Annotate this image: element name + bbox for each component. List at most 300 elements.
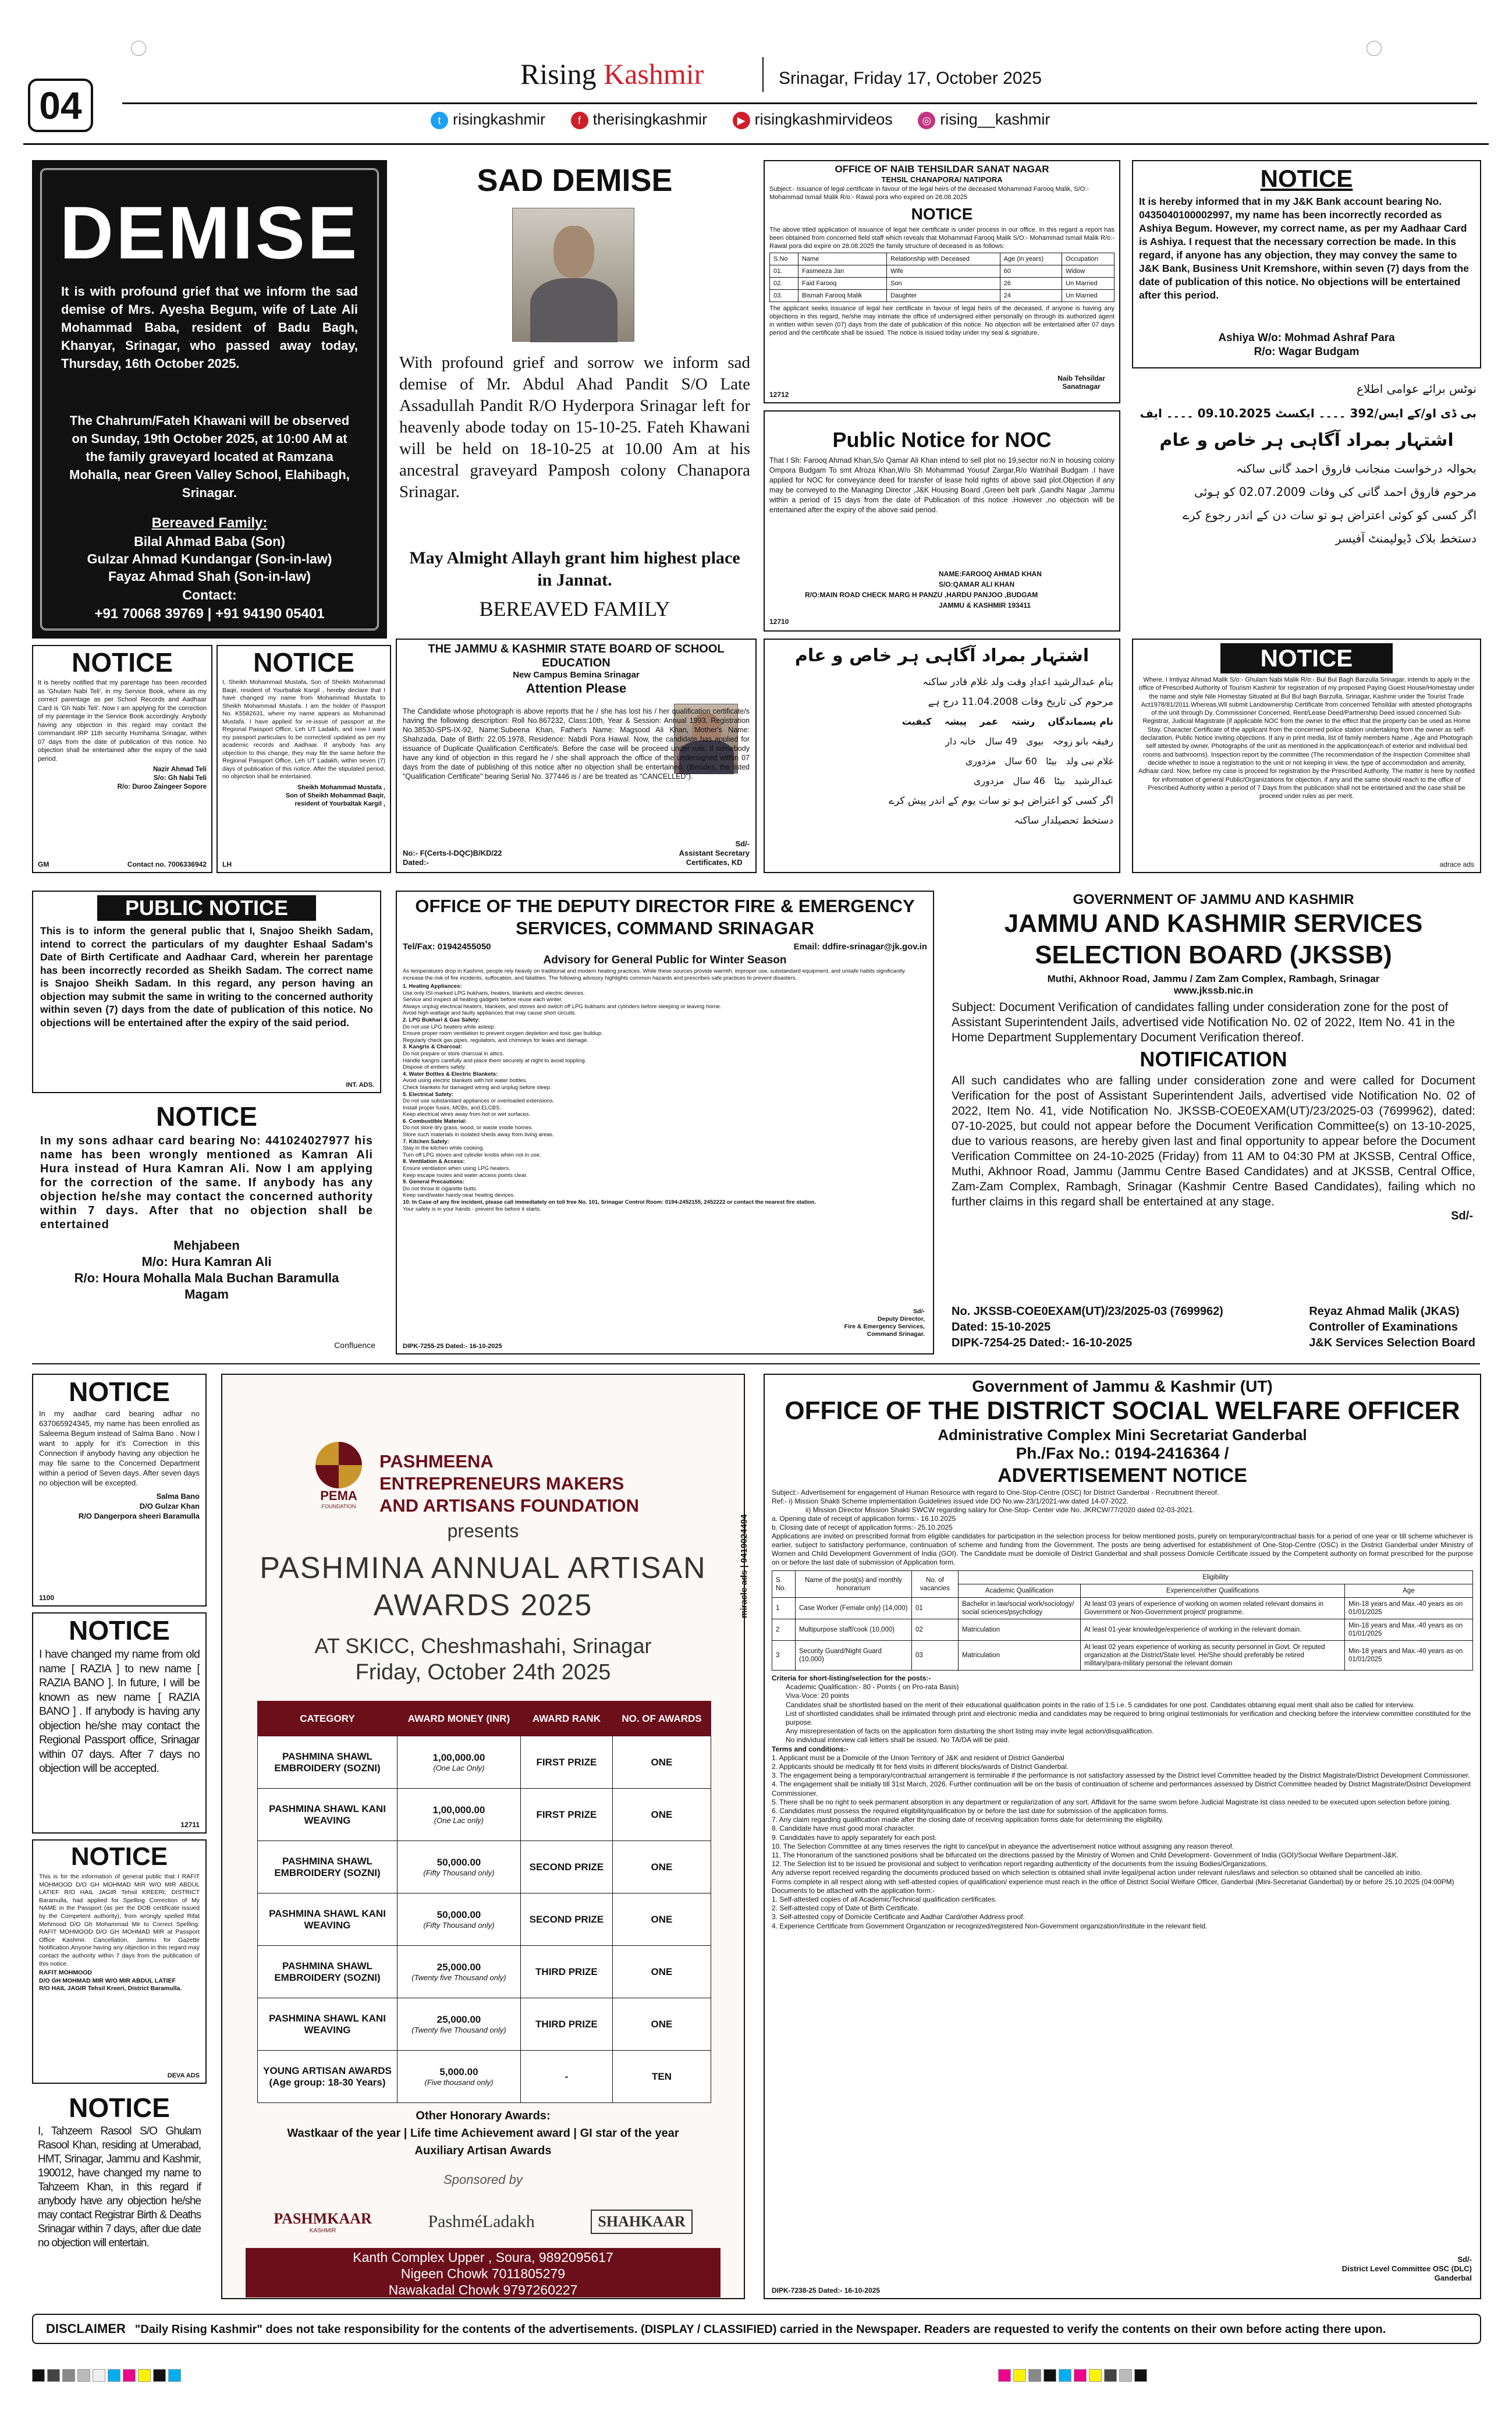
- award-money: [397, 1946, 521, 1998]
- advisory-item: 7. Kitchen Safety:: [403, 1138, 449, 1145]
- table-cell: At least 03 years of experience of working on women related relevant domains in Government or Non-Government project/ programme.: [1081, 1598, 1345, 1619]
- tehsildar-subject: Subject:- Issuance of legal certificate in favour of the legal heirs of the deceased Mohammad Farooq Malik, S/O:- Mohammad Ismail Malik R/o:- Rawal pora who expired on 28.08.2025: [769, 186, 1089, 201]
- jkssb-ref: [952, 1304, 1223, 1351]
- ad-code: adrace ads: [1439, 860, 1474, 868]
- table-row: [258, 1946, 711, 1998]
- award-amount-words: (Twenty five Thousand only): [411, 2026, 506, 2034]
- criteria-item: 2. Self-attested copy of Date of Birth Certificate.: [772, 1904, 920, 1913]
- award-amount: 25,000.00: [436, 1962, 481, 1973]
- table-cell: Son: [887, 278, 1000, 290]
- contact-phone: +91 70068 39769 | +91 94190 05401: [94, 606, 325, 622]
- urdu-line: عبدالرشید بیٹا 46 سال مزدوری: [973, 775, 1113, 786]
- award-rank: SECOND PRIZE: [520, 1841, 612, 1893]
- table-head: S. No.: [772, 1571, 796, 1598]
- honorary-list: Wastkaar of the year | Life time Achievement award | GI star of the year: [287, 2127, 679, 2140]
- award-category: PASHMINA SHAWL EMBROIDERY (SOZNI): [258, 1841, 397, 1893]
- advisory-item: Do not throw lit cigarette butts.: [403, 1185, 478, 1192]
- table-header-row: [258, 1701, 711, 1736]
- notice-body: In my sons adhaar card bearing No: 441024027977 his name has been wrongly mentioned as Kamran Ali Hura instead of Hura Kamran Ali. Now I am applying for the correction of the same. If anybody has any objection he/she may contact the concerned authority within 7 days. After that no objection shall be entertained: [40, 1134, 373, 1231]
- advisory-item: 3. Kangris & Charcoal:: [403, 1044, 462, 1051]
- signer-title: District Level Committee OSC (DLC): [1341, 2264, 1472, 2273]
- table-cell: Widow: [1062, 265, 1115, 278]
- social-handle[interactable]: therisingkashmir: [592, 111, 708, 128]
- urdu-line: بی ڈی او/کے ایس/392 ۔۔۔۔ ایکسٹ 09.10.2025 ۔۔۔۔ ایف: [1140, 406, 1476, 420]
- signer-pin: JAMMU & KASHMIR 193411: [939, 601, 1031, 609]
- masthead-rising: Rising: [520, 58, 597, 90]
- calibration-swatch: [1134, 2369, 1147, 2382]
- sponsored-by: Sponsored by: [443, 2172, 523, 2187]
- fire-sign: [844, 1308, 925, 1338]
- urdu-notice-1: [1132, 375, 1481, 632]
- table-head: Academic Qualification: [959, 1584, 1081, 1598]
- fire-tel: Tel/Fax: 01942455050: [403, 942, 491, 952]
- criteria-item: 10. The Selection Committee at any times reserves the right to cancel/put in abeyance the advertisement notice without assigning any reason thereof.: [772, 1842, 1234, 1850]
- urdu-line: بحوالہ درخواست منجانب فاروق احمد گانی ساکنہ: [1236, 462, 1476, 476]
- award-amount-words: (Fifty Thousand only): [423, 1868, 495, 1877]
- pema-footer: [246, 2248, 720, 2297]
- criteria-item: Any misrepresentation of facts on the application form disturbing the short listing may invite legal action/disqualification.: [786, 1727, 1154, 1736]
- notice-salma: [32, 1374, 207, 1607]
- sad-demise-body: With profound grief and sorrow we inform sad demise of Mr. Abdul Ahad Pandit S/O Late Assadullah Pandit R/O Hyderpora Srinagar left for heavenly abode today on 15-10-25. Fateh Khawani will be held on 18-10-25 at 10.00 Am at his ancestral graveyard Pamposh colony Chanapora Srinagar.: [399, 353, 750, 501]
- social-handle[interactable]: rising__kashmir: [940, 111, 1050, 128]
- calibration-swatch: [108, 2369, 120, 2382]
- header-rule-bottom: [23, 143, 1489, 145]
- signer-title: Assistant Secretary: [679, 849, 750, 857]
- award-category: PASHMINA SHAWL KANI WEAVING: [258, 1789, 397, 1841]
- award-amount: 1,00,000.00: [432, 1804, 485, 1815]
- sd: Sd/-: [1457, 2255, 1472, 2264]
- notice-title-banner: NOTICE: [1220, 643, 1393, 673]
- family-table: [769, 253, 1115, 302]
- signer-father: D/O Gulzar Khan: [139, 1502, 200, 1510]
- advisory-item: Keep electrical wires away from hot or wet surfaces.: [403, 1111, 531, 1118]
- criteria-item: 1. Applicant must be a Domicile of the Union Territory of J&K and resident of District Ganderbal: [772, 1753, 1064, 1762]
- youtube-icon: ▶: [733, 112, 750, 129]
- signer-address-2: Magam: [184, 1287, 229, 1302]
- advisory-item: Install proper fuses, MCBs, and ELCBS.: [403, 1104, 501, 1111]
- table-head: S.No: [770, 253, 798, 265]
- welfare-ad: [764, 1374, 1481, 2299]
- signer-father: S/o: Gh Nabi Teli: [153, 775, 207, 782]
- table-row: [770, 278, 1115, 290]
- ad-code: 12710: [769, 618, 789, 626]
- calibration-swatch: [1119, 2369, 1132, 2382]
- table-head: Occupation: [1062, 253, 1115, 265]
- notice-body: I have changed my name from old name [ RAZIA ] to new name [ RAZIA BANO ]. In future, I will be known as new name [ RAZIA BANO ] . If anybody is having any objection he/she may contact the Regional Passport office, Srinagar within 07 days. After 7 days no objection will be accepted.: [39, 1648, 200, 1775]
- disclaimer-bar: [32, 2314, 1481, 2344]
- fire-adv-heading: Advisory for General Public for Winter Season: [543, 954, 787, 966]
- table-head: Age (in years): [1000, 253, 1062, 265]
- criteria-item: 11. The Honorarium of the sanctioned positions shall be bifurcated on the directions passed by the Ministry of Women and Child Development- Government of India (GOI)/Social Welfare Department-J&K.: [772, 1851, 1399, 1860]
- signer-name: Sheikh Mohammad Mustafa ,: [297, 783, 385, 791]
- notice-sign: [33, 1968, 205, 1994]
- welfare-gov: Government of Jammu & Kashmir (UT): [972, 1377, 1273, 1395]
- store-address: Kanth Complex Upper , Soura, 9892095617: [353, 2250, 613, 2265]
- notice-title: NOTICE: [156, 1101, 257, 1132]
- notice-gm: [32, 645, 212, 873]
- table-cell: At least 02 years experience of working as security personnel in Govt. Or reputed organization at the District/State level. He/She should preferably be retired military/para-military personal the relevant domain: [1081, 1641, 1345, 1671]
- calibration-swatch: [32, 2369, 45, 2382]
- advisory-item: Check blankets for damaged wiring and unplug before sleep.: [403, 1084, 552, 1091]
- masthead-kashmir: Kashmir: [604, 58, 704, 90]
- pema-logo-mark: [315, 1442, 362, 1488]
- award-amount-words: (Five thousand only): [424, 2078, 494, 2087]
- signer-office: Command Srinagar.: [867, 1331, 925, 1338]
- noc-sign: [805, 569, 1113, 611]
- calibration-swatch: [1044, 2369, 1056, 2382]
- ad-code: Confluence: [334, 1341, 375, 1350]
- table-cell: 3: [772, 1641, 796, 1671]
- advisory-item: Use only ISI-marked LPG bukharis, heaters, blankets and electric devices.: [403, 990, 585, 997]
- award-count: ONE: [612, 1946, 711, 1998]
- notice-adrace: [1132, 639, 1481, 873]
- jkssb-subject: Subject: Document Verification of candidates falling under consideration zone for the post of Assistant Superintendent Jails, advertised vide Notification No. 02 of 2022, Item No. 41 in the Home Department Supplementary Document Verification thereof.: [952, 1001, 1455, 1044]
- award-count: ONE: [612, 1789, 711, 1841]
- registration-mark: [1367, 41, 1382, 56]
- social-handle[interactable]: risingkashmir: [453, 111, 546, 128]
- signer-address: R/o: Wagar Budgam: [1254, 346, 1360, 358]
- award-rank: THIRD PRIZE: [520, 1946, 612, 1998]
- fire-intro: As temperatures drop in Kashmir, people rely heavily on traditional and modern heating practices. While these sources provide warmth, improper use, substandard equipment, and unsafe habits significantly increase the risk of fire incidents, suffocation, and fatalities. The following advisory highlights common hazards and prescribes safe practices to prevent disasters.: [403, 968, 905, 981]
- criteria-item: Academic Qualification:- 80 - Points ( on Pro-rata Basis): [786, 1683, 959, 1692]
- table-head: Age: [1345, 1584, 1473, 1598]
- notice-body: Where, I Imtiyaz Ahmad Malik S/o:- Ghulam Nabi Malik R/o:- Bul Bul Bagh Barzulla Srinagar, intends to apply in the office of Prescribed Authority of Tourism Kashmir for registration of my proposed Paying Guest House/Homestay under the name and style Nile Homestay Situated at Bul Bul bagh Barzulla, Srinagar, Kashmir under the Tourist Trade Act1978/81/2011.Whereas,Wll submit Landownership Certificate from concerned Tehsildar with attested photographs of the unit through Dy. Commissioner Concerned, Rent/Lease Deed/Partnership Deed issued concerned Sub-Registrar, Judicial Magistrate (if applicable NOC from the owner to the effect that the property can be used as Home Stay. Character Certificate of the applicant from the concerned police station undertaking from the owner as self-declaration, Public Notice inviting objections. If any in print media, list of family members Name , Age and Photograph self attested by owner, Photographs of the unit as mentioned in the application(each of exterior and individual bed rooms and bathrooms). Inspection report by the committee (The recommendation of the Inspection Committee shall decide whether to issue a registration to the unit or not keeping in view, the type of accommodation and amenity, Adhaar card. Now, before my case is proceed for registration by the Prescribed Authority. The matter is here by notified for information of general Public/Organizations for objection, if any and the same should reach to the office of Prescribed Authority within a period of 7 Days from the publication shall not be entertained and the case shall be proceed under rules as per merit.: [1138, 676, 1475, 800]
- sd: Sd/-: [913, 1308, 925, 1315]
- table-head: Eligibility: [959, 1571, 1473, 1584]
- calibration-swatch: [1059, 2369, 1071, 2382]
- award-rank: THIRD PRIZE: [520, 1998, 612, 2051]
- criteria-item: 2. Applicants should be medically fit for field visits in different blocks/wards of District Ganderbal.: [772, 1763, 1069, 1771]
- pema-awards-ad: [221, 1374, 745, 2299]
- signer-dept: J&K Services Selection Board: [1309, 1336, 1475, 1349]
- table-head: Name of the post(s) and monthly honorarium: [796, 1571, 912, 1598]
- criteria-item: Forms complete in all respect along with self-attested copies of qualification/ experience must reach in the office of District Social Welfare Officer, Ganderbal (Mini-Secretariat Ganderbal) by or before 25.10.2025 (04:00PM): [772, 1877, 1454, 1886]
- signer-title: Deputy Director,: [877, 1315, 925, 1322]
- criteria-item: 5. There shall be no right to seek permanent absorption in any department or regularization of any sort. Affidavit for the same swom before Judicial Magistrate Ist class needed to be executed upon selection before joining.: [772, 1797, 1451, 1806]
- calibration-swatch: [77, 2369, 90, 2382]
- welfare-ref: Ref:- i) Mission Shakti Scheme implementation Guidelines issued vide DO No.ww-23/1/2021-ww dated 14-07-2022.: [772, 1497, 1128, 1505]
- calibration-swatch: [47, 2369, 60, 2382]
- family-member: Bilal Ahmad Baba (Son): [134, 534, 285, 549]
- notice-title: NOTICE: [72, 647, 173, 678]
- table-cell: Fasmeeza Jan: [798, 265, 886, 278]
- advisory-item: Your safety is in your hands - prevent fire before it starts.: [403, 1205, 541, 1212]
- signer-address: resident of Yourbaltak Kargil ,: [294, 800, 385, 807]
- fire-items: [397, 983, 933, 1212]
- advisory-item: Ensure ventilation when using LPG heaters.: [403, 1165, 510, 1172]
- criteria-item: 3. Self-attested copy of Domicile Certificate and Aadhar Card/other Address proof.: [772, 1913, 1025, 1921]
- tehsildar-body-2: The applicant seeks issuance of legal heir certificate in favour of legal heirs of the deceased, if anyone is having any objections in this regard, he/she may intimate the office of undersigned either personally on through its authorized agent in written within seven (07) days from the date of publication of this notice. No objection will be entertained after 07 days period and the certificate shall be issued. The notice is issued today under my seal & signature.: [769, 305, 1115, 336]
- event-title: PASHMINA ANNUAL ARTISAN AWARDS 2025: [260, 1551, 707, 1622]
- tehsildar-sub: TEHSIL CHANAPORA/ NATIPORA: [881, 175, 1003, 184]
- color-calibration-bar: [32, 2369, 1481, 2385]
- ad-code: GM: [38, 860, 49, 868]
- calibration-swatch: [153, 2369, 166, 2382]
- table-cell: Matriculation: [959, 1619, 1081, 1641]
- social-handle[interactable]: risingkashmirvideos: [754, 111, 893, 128]
- bank-notice-body: It is hereby informed that in my J&K Bank account bearing No. 0435040100002997, my name has been incorrectly recorded as Ashiya Begum. However, my correct name, as per my Aadhaar Card is Ashiya. I request that the necessary correction be made. In this regard, if anyone has any objection, they may convey the same to J&K Bank, Business Unit Kremshore, within seven (7) days from the date of publication of this notice. No objections will be entertained after this period.: [1139, 196, 1469, 301]
- table-cell: Min-18 years and Max.-40 years as on 01/01/2025: [1345, 1598, 1473, 1619]
- ad-code: 12711: [180, 1821, 200, 1829]
- advisory-item: Dispose of embers safely.: [403, 1064, 466, 1071]
- dipk-code: DIPK-7254-25 Dated:- 16-10-2025: [952, 1336, 1133, 1349]
- award-amount: 50,000.00: [436, 1857, 481, 1868]
- noc-body: That I Sh: Farooq Ahmad Khan,S/o Qamar Ali Khan intend to sell plot no 19,sector no:N in housing colony Ompora Budgam To smt Afroza Khan,W/o Sh Mohammad Yousuf Zargar,R/o Watrihail Budgam .I have applied for NOC for conveyance deed for transfer of lease hold rights of above said plot.Objection if any may be conveyed to the Managing Director ,J&K Housing Board ,Green belt park ,Gandhi Nagar ,Jammu within a period of 15 days from the date of Publication of this notice .However ,no objection will be entertained after the expiry of the above said period.: [769, 456, 1115, 514]
- fire-contact: [397, 939, 933, 954]
- award-rank: FIRST PRIZE: [520, 1789, 612, 1841]
- advisory-item: 9. General Precautions:: [403, 1179, 465, 1186]
- ad-code: LH: [222, 860, 232, 868]
- award-amount: 1,00,000.00: [432, 1752, 485, 1763]
- criteria-item: 4. The engagement shall be initially till 31st March, 2026. Further continuation will be on the basis of continuation of scheme and performances assessed by District Committee headed by District Magistrate/District Development Commissioner.: [772, 1780, 1471, 1797]
- tehsildar-body: The above titled application of issuance of legal heir certificate is under process in our office. In this regard a report has been obtained from concerned field staff which reveals that Mohammad Farooq Malik S/O:- Mohammad Ismail Malik R/o:- Rawal pora did expire on 28.08.2025 the family structure of deceased is as follows:: [769, 226, 1115, 250]
- calibration-swatch: [1028, 2369, 1041, 2382]
- bereaved-label: Bereaved Family:: [151, 515, 268, 531]
- store-address: Nigeen Chowk 7011805279: [400, 2266, 566, 2281]
- jkssb-website[interactable]: www.jkssb.nic.in: [1173, 985, 1254, 996]
- public-notice-body: This is to inform the general public that I, Snajoo Sheikh Sadam, intend to correct the particulars of my daughter Eshaal Sadam's Date of Birth Certificate and Aadhaar Card, wherein her parentage has been incorrectly recorded as Sheikh Sadam. The correct name is Snajoo Sheikh Sadam. In this regard, any person having an objection may submit the same in writing to the concerned authority within seven (7) days from the date of publication of this notice. No objections will be entertained after the expiry of the said period.: [40, 925, 373, 1029]
- award-amount: 25,000.00: [436, 2014, 481, 2025]
- ad-code: 1100: [39, 1594, 55, 1602]
- notice-title: NOTICE: [69, 1377, 170, 1407]
- urdu-line: اشتہار بمراد آگاہی ہر خاص و عام: [1159, 430, 1454, 451]
- signer-name: Mehjabeen: [173, 1238, 240, 1253]
- tehsildar-notice: [764, 160, 1120, 403]
- disclaimer-text: "Daily Rising Kashmir" does not take responsibility for the contents of the advertisements. (DISPLAY / CLASSIFIED) carried in the Newspaper. Readers are requested to verify the contents on their own before acting there upon.: [134, 2323, 1386, 2336]
- table-header-row: [770, 253, 1115, 265]
- advisory-item: Service and inspect all heating gadgets before reuse each winter.: [403, 997, 563, 1003]
- advisory-item: Do not store dry grass, wood, or waste inside homes.: [403, 1125, 533, 1132]
- board-body: The Candidate whose photograph is above reports that he / she has lost his / her qualification certificate/s having the following description: Roll No.867232, Class:10th, Year & Session: Annual 1993, Registration No.38530-SPS-IX-92, Name:Subeena Khan, Father's Name: Magsood Ali Khan, Mother's Name: Shahzada, Date of Birth: 22.05.1978, Residence: Nabdi Pora Hawal. Now, the candidate has applied for issuance of Duplicate Qualification Certificate/s. Before the case will be proceed under rule, if somebody have any kind of objection in this regard he / she shall approach the office of the undersigned within 07 days from the date of publishing of this notice after no objection shall be entertained. (Besides, the listed "Qualification Certificate" bearing Serial No. 377446 is / are be treated as "CANCELLED").: [403, 707, 750, 781]
- urdu-line: اگر کسی کو اعتراض ہو تو سات یوم کے اندر پیش کرے: [889, 795, 1113, 807]
- fire-email[interactable]: Email: ddfire-srinagar@jk.gov.in: [793, 942, 927, 952]
- calibration-swatch: [998, 2369, 1011, 2382]
- table-cell: 26: [1000, 278, 1062, 290]
- table-cell: Matriculation: [959, 1641, 1081, 1671]
- notice-magam: [32, 1099, 381, 1352]
- award-category: PASHMINA SHAWL KANI WEAVING: [258, 1998, 397, 2051]
- sponsor-name: PASHMKAAR: [274, 2210, 372, 2227]
- award-amount: 50,000.00: [436, 1909, 481, 1920]
- award-count: ONE: [612, 1998, 711, 2051]
- family-member: Fayaz Ahmad Shah (Son-in-law): [108, 569, 311, 584]
- presents: presents: [447, 1520, 519, 1541]
- award-count: TEN: [612, 2051, 711, 2103]
- criteria-item: 7. Any claim regarding qualification made after the closing date of receiving application forms date for determining the eligibility.: [772, 1815, 1164, 1824]
- advisory-item: 1. Heating Appliances:: [403, 983, 462, 990]
- noc-title: Public Notice for NOC: [832, 428, 1052, 452]
- instagram-icon: ◎: [918, 112, 935, 129]
- ref-date: Dated:-: [403, 858, 429, 867]
- advisory-item: 6. Combustible Material:: [403, 1118, 467, 1125]
- ref-no: No. JKSSB-COE0EXAM(UT)/23/2025-03 (7699962): [952, 1305, 1223, 1318]
- advisory-item: 10. In Case of any fire incident, please call immediately on toll free No. 101, Srinagar Control Room: 0194-2452155, 2452222 or contact the nearest fire station.: [403, 1199, 817, 1205]
- table-row: [770, 265, 1115, 278]
- sponsor-logo: [274, 2210, 372, 2234]
- welfare-intro: Applications are invited on prescribed format from eligible candidates for participation in the selection process for below mentioned posts, purely on temporary/contractual basis for a period of one year or till scheme whichever is earlier, subject to satisfactory performance, continuation of scheme and funding from the Government. The posts are being advertised for establishment of One-Stop-Centre (OSC) in the District Ganderbal under Ministry of Women and Child Development Government of India (GOI). The Candidate must be domicile of District Ganderbal and shall possess Domicile Certificate issued by the Competent authority on format prescribed for the purpose on or before the last date of submission of Application form.: [772, 1532, 1473, 1566]
- urdu-title: اشتہار بمراد آگاہی ہر خاص و عام: [794, 646, 1089, 666]
- table-cell: Faid Farooq: [798, 278, 886, 290]
- award-category: PASHMINA SHAWL EMBROIDERY (SOZNI): [258, 1736, 397, 1789]
- board-title: THE JAMMU & KASHMIR STATE BOARD OF SCHOOL EDUCATION: [428, 643, 725, 669]
- table-row: [772, 1619, 1473, 1641]
- signer-father: Son of Sheikh Mohammad Baqir,: [285, 792, 385, 799]
- notice-sign: [33, 763, 211, 794]
- pema-logo: [310, 1442, 368, 1517]
- notice-tahzeem: [32, 2091, 207, 2341]
- event-date: Friday, October 24th 2025: [355, 1660, 611, 1685]
- criteria-item: 4. Experience Certificate from Government Organization or recognized/registered Non-Government organization/Institute in the relevant field.: [772, 1921, 1208, 1930]
- table-head: AWARD RANK: [520, 1701, 612, 1736]
- jkssb-body: All such candidates who are falling under consideration zone and were called for Document Verification for the post of Assistant Superintendent Jails, advertised vide Notification No. 02 of 2022, Item No. 41, vide Notification No. JKSSB-COE0EXAM(UT)/23/2025-03 (7699962), dated: 07-10-2025, but could not appear before the Document Verification Committee(s) on 13-10-2025, due to various reasons, are hereby given last and final opportunity to appear before the Document Verification Committee on 24-10-2025 (Friday) from 11 AM to 04:30 PM at JKSSB, Central Office, Muthi, Akhnoor Road, Jammu (Jammu Centre Based Candidates) and at JKSSB, Central Office, Zam-Zam Complex, Rambagh, Srinagar (Kashmir Centre Based Candidates), failing which no further claims in this regard shall be entertained at any stage.: [952, 1074, 1475, 1208]
- disclaimer-label: DISCLAIMER: [46, 2321, 126, 2336]
- notice-title: NOTICE: [69, 2093, 170, 2123]
- calibration-swatch: [138, 2369, 151, 2382]
- criteria-item: 6. Candidates must possess the required eligibility/qualification by or before the last date for submission of the application forms.: [772, 1807, 1169, 1815]
- welfare-title: OFFICE OF THE DISTRICT SOCIAL WELFARE OFFICER: [785, 1396, 1460, 1425]
- table-cell: 60: [1000, 265, 1062, 278]
- criteria-item: Any adverse report received regarding the documents produced based on which selection is obtained shall invite legal/penal action under relevant rules/laws and selection so obtained shall be cancelled ab initio.: [772, 1868, 1422, 1877]
- award-money: [397, 1998, 521, 2051]
- urdu-line: نوٹس برائے عوامی اطلاع: [1356, 382, 1476, 396]
- table-cell: 24: [1000, 290, 1062, 302]
- signer-address: R/O:MAIN ROAD CHECK MARG H PANZU ,HARDU PANJOO ,BUDGAM: [805, 591, 1038, 599]
- demise-body-2: The Chahrum/Fateh Khawani will be observed on Sunday, 19th October 2025, at 10:00 AM at the family graveyard located at Ramzana Mohalla, near Green Valley School, Elahibagh, Srinagar.: [69, 413, 350, 500]
- award-rank: -: [520, 2051, 612, 2103]
- advisory-item: Do not use LPG heaters while asleep.: [403, 1023, 496, 1030]
- table-cell: Min-18 years and Max.-40 years as on 01/01/2025: [1345, 1619, 1473, 1641]
- advisory-item: 4. Water Bottles & Electric Blankets:: [403, 1070, 498, 1077]
- sponsor-logo: PashméLadakh: [428, 2212, 535, 2231]
- jkssb-notice: [946, 891, 1481, 1354]
- notice-title: NOTICE: [69, 1615, 170, 1646]
- calibration-swatch: [168, 2369, 181, 2382]
- signer-name: Ashiya W/o: Mohmad Ashraf Para: [1218, 332, 1395, 344]
- award-count: ONE: [612, 1841, 711, 1893]
- bereaved-family: BEREAVED FAMILY: [479, 597, 670, 620]
- signer-name: NAME:FAROOQ AHMAD KHAN: [939, 570, 1042, 578]
- urdu-line: اگر کسی کو کوئی اعتراض ہو تو سات دن کے اندر رجوع کرے: [1183, 508, 1476, 522]
- fire-advisory: [396, 891, 934, 1354]
- table-head: Name: [798, 253, 886, 265]
- criteria-item: Criteria for short-listing/selection for the posts:-: [772, 1674, 931, 1682]
- sad-demise-ad: [396, 160, 754, 630]
- ad-code: 12712: [769, 391, 789, 399]
- award-money: [397, 1893, 521, 1946]
- pema-org: PASHMEENA ENTREPRENEURS MAKERS AND ARTISANS FOUNDATION: [379, 1451, 640, 1516]
- notice-body: In my aadhar card bearing adhar no 637065924345, my name has been enrolled as Saleema Begum instead of Salma Bano . Now I want to apply for it's Correction in this Connection if anybody having any objection he may file same to the Concerned Department within a period of Seven days. After seven days no objection will be excepted.: [39, 1409, 200, 1487]
- welfare-ref: b. Closing date of receipt of application forms:- 25.10.2025: [772, 1523, 953, 1531]
- twitter-icon: t: [431, 112, 448, 129]
- criteria-item: No individual interview call letters shall be issued. No TA/DA will be paid.: [786, 1736, 1010, 1744]
- advisory-item: Always unplug electrical heaters, blankets, and stoves and switch off LPG bukharis and cylinders before sleeping or leaving home.: [403, 1003, 722, 1010]
- advisory-item: Store such materials in isolated sheds away from living areas.: [403, 1132, 554, 1139]
- welfare-adv: ADVERTISEMENT NOTICE: [998, 1465, 1247, 1487]
- advisory-item: Avoid using electric blankets with hot water bottles.: [403, 1077, 528, 1084]
- advisory-item: Turn off LPG stoves and cylinder knobs when not in use.: [403, 1151, 541, 1158]
- calibration-swatch: [93, 2369, 105, 2382]
- board-ref: [403, 849, 502, 867]
- criteria-item: Documents to be attached with the application form:-: [772, 1886, 935, 1895]
- notice-lh: [216, 645, 391, 873]
- table-head: AWARD MONEY (INR): [397, 1701, 521, 1736]
- facebook-icon: f: [571, 112, 588, 129]
- award-money: [397, 1736, 521, 1789]
- page-number: 04: [28, 79, 93, 132]
- advisory-item: 5. Electrical Safety:: [403, 1091, 454, 1098]
- criteria-item: List of shortlisted candidates shall be intimated through print and electronic media and candidates may be required to bring original testimonials for verification and checking before the interview committee constituted for the purpose.: [786, 1709, 1471, 1727]
- table-cell: 1: [772, 1598, 796, 1619]
- advisory-item: Regularly check gas pipes, regulators, and chimneys for leaks and damage.: [403, 1037, 588, 1044]
- advisory-item: Do not use substandard appliances or overloaded extensions.: [403, 1098, 555, 1105]
- advisory-item: Keep sand/water handy near heating devices.: [403, 1192, 515, 1199]
- signer-name: Salma Bano: [156, 1492, 200, 1501]
- welfare-subject: Subject:- Advertisement for engagement of Human Resource with regard to One-Stop-Centre (OSC) for District Ganderbal - Recruitment thereof.: [772, 1488, 1219, 1497]
- table-row: [772, 1641, 1473, 1671]
- table-row: [772, 1598, 1473, 1619]
- advisory-item: 8. Ventilation & Access:: [403, 1158, 465, 1165]
- table-row: [258, 1789, 711, 1841]
- sponsor-row: [246, 2201, 720, 2242]
- table-row: [258, 1841, 711, 1893]
- award-rank: FIRST PRIZE: [520, 1736, 612, 1789]
- calibration-swatch: [123, 2369, 136, 2382]
- advisory-item: Handle kangris carefully and place them securely at night to avoid toppling.: [403, 1057, 587, 1064]
- award-category: YOUNG ARTISAN AWARDS (Age group: 18-30 Years): [258, 2051, 397, 2103]
- urdu-notice-2: [764, 639, 1120, 873]
- award-amount-words: (One Lac Only): [433, 1764, 485, 1772]
- jkssb-sign: [1309, 1304, 1475, 1351]
- urdu-line: مرحوم کی تاریخ وفات 11.04.2008 درج ہے: [928, 696, 1113, 708]
- criteria-item: 12. The Selection list to be issued be provisional and subject to verification report regarding authenticity of the documents from the issuing Bodies/Organizations.: [772, 1860, 1268, 1868]
- welfare-sign: [1342, 2255, 1472, 2283]
- signer-dept: Certificates, KD: [686, 858, 743, 867]
- notice-body: It is hereby notified that my parentage has been recorded as 'Ghulam Nabi Teli', in my Service Book, where as my correct parentage as per School Records and Aadhaar Card is 'Gh Nabi Teli'. Now I am applying for the correction of my parentage in the Service Book accordingly. Anybody having any objection in this regard may contact the commandant IRP 11th security Humhama Srinagar, within 07 days from the date of publication of this notice. No objection shall be entertained after the expiry of the said period.: [38, 679, 207, 763]
- notice-rafit: [32, 1839, 207, 2084]
- dipk-code: DIPK-7255-25 Dated:- 16-10-2025: [403, 1343, 502, 1350]
- tehsildar-title: OFFICE OF NAIB TEHSILDAR SANAT NAGAR: [835, 164, 1049, 175]
- ref-no: No:- F(Certs-I-DQC)B/KD/22: [403, 849, 502, 857]
- table-head: NO. OF AWARDS: [612, 1701, 711, 1736]
- notice-razia: [32, 1612, 207, 1834]
- ad-code: INT. ADS.: [346, 1081, 374, 1088]
- table-cell: 01.: [770, 265, 798, 278]
- jkssb-address: Muthi, Akhnoor Road, Jammu / Zam Zam Complex, Rambagh, Srinagar: [1047, 973, 1380, 984]
- welfare-criteria: [765, 1674, 1480, 1931]
- advisory-item: Keep escape routes and water access points clear.: [403, 1172, 528, 1179]
- contact-label: Contact:: [182, 587, 237, 602]
- notice-title: NOTICE: [70, 1842, 168, 1871]
- portrait-photo: [512, 208, 634, 342]
- table-row: [258, 1893, 711, 1946]
- awards-table: [257, 1701, 711, 2103]
- advisory-item: Do not prepare or store charcoal in attics.: [403, 1050, 505, 1057]
- bank-notice-sign: [1133, 331, 1480, 359]
- posts-table: [772, 1570, 1473, 1671]
- table-cell: 01: [912, 1598, 959, 1619]
- criteria-item: 8. Candidate have must good moral character.: [772, 1824, 915, 1833]
- table-cell: 2: [772, 1619, 796, 1641]
- signer-title: Controller of Examinations: [1309, 1321, 1458, 1334]
- store-address: Nawakadal Chowk 9797260227: [388, 2282, 578, 2297]
- jkssb-gov: GOVERNMENT OF JAMMU AND KASHMIR: [1073, 892, 1354, 907]
- honorary-list-2: Auxiliary Artisan Awards: [414, 2144, 552, 2157]
- notice-body: I, Sheikh Mohammad Mustafa, Son of Sheikh Mohammad Baqir, resident of Yourbaltak Kargil , hereby declare that I have changed my name from Mohammad Mustafa to Sheikh Mohammad Mustafa. I am the holder of Passport No. K5582631, where my name appears as Mohammad Mustafa. I have applied for re-issue of passport at the Regional Passport Office, Leh UT Ladakh, and now I want my passport particulars to be corrected/ updated as per my academic records and Aadhaar. If anybody has any objection to this change, they may file the same before the Regional Passport Office, Leh UT Ladakh, within seven (7) days of publication of this notice. After the stipulated period, no objection shall be entertained.: [222, 679, 385, 780]
- signer-address: R/o: Houra Mohalla Mala Buchan Baramulla: [74, 1271, 339, 1285]
- event-venue: AT SKICC, Cheshmashahi, Srinagar: [314, 1634, 652, 1658]
- calibration-swatch: [1074, 2369, 1087, 2382]
- ad-code: DEVA ADS: [167, 2072, 200, 2079]
